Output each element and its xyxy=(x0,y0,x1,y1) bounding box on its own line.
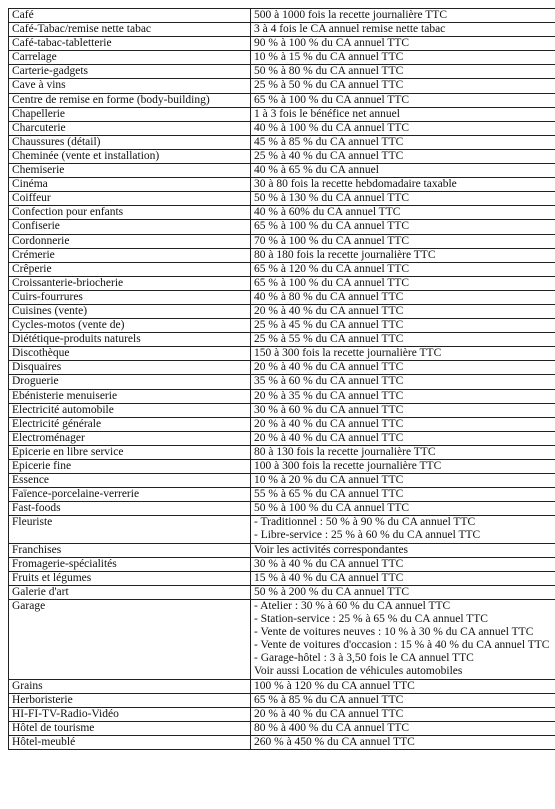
valuation-line: 40 % à 100 % du CA annuel TTC xyxy=(254,121,410,134)
table-row xyxy=(9,234,555,248)
activity-cell: Chapellerie xyxy=(9,107,251,121)
activity-cell: Ebénisterie menuiserie xyxy=(9,389,251,403)
valuation-line: - Garage-hôtel : 3 à 3,50 fois le CA annuel TTC xyxy=(254,652,474,665)
valuation-cell xyxy=(251,707,555,721)
activity-cell: Disquaires xyxy=(9,361,251,375)
table-row xyxy=(9,460,555,474)
activity-cell: Café-tabac-tabletterie xyxy=(9,37,251,51)
valuation-cell xyxy=(251,9,555,23)
table-row xyxy=(9,543,555,557)
table-row xyxy=(9,290,555,304)
valuation-cell xyxy=(251,262,555,276)
activity-cell: Cave à vins xyxy=(9,79,251,93)
valuation-cell xyxy=(251,178,555,192)
valuation-line: 80 % à 400 % du CA annuel TTC xyxy=(254,721,410,734)
activity-cell: Diététique-produits naturels xyxy=(9,333,251,347)
valuation-line: 65 % à 100 % du CA annuel TTC xyxy=(254,220,410,233)
valuation-cell xyxy=(251,319,555,333)
valuation-cell xyxy=(251,543,555,557)
valuation-cell xyxy=(251,599,555,679)
valuation-line: - Atelier : 30 % à 60 % du CA annuel TTC xyxy=(254,599,451,612)
valuation-cell xyxy=(251,276,555,290)
table-row xyxy=(9,79,555,93)
valuation-cell xyxy=(251,135,555,149)
valuation-line: 40 % à 65 % du CA annuel xyxy=(254,164,379,177)
valuation-cell xyxy=(251,304,555,318)
valuation-line: 25 % à 40 % du CA annuel TTC xyxy=(254,149,404,162)
valuation-line: 65 % à 85 % du CA annuel TTC xyxy=(254,693,404,706)
activity-cell: Confection pour enfants xyxy=(9,206,251,220)
valuation-cell xyxy=(251,107,555,121)
valuation-line: 65 % à 100 % du CA annuel TTC xyxy=(254,276,410,289)
valuation-line: 20 % à 40 % du CA annuel TTC xyxy=(254,431,404,444)
activity-cell: Essence xyxy=(9,474,251,488)
activity-cell: Galerie d'art xyxy=(9,585,251,599)
valuation-cell xyxy=(251,192,555,206)
table-row xyxy=(9,707,555,721)
activity-cell: Centre de remise en forme (body-building) xyxy=(9,93,251,107)
table-row xyxy=(9,735,555,749)
valuation-line: 260 % à 450 % du CA annuel TTC xyxy=(254,735,415,748)
table-row xyxy=(9,502,555,516)
table-row xyxy=(9,248,555,262)
valuation-cell xyxy=(251,234,555,248)
activity-cell: Crêperie xyxy=(9,262,251,276)
table-row xyxy=(9,149,555,163)
activity-cell: Epicerie fine xyxy=(9,460,251,474)
table-row xyxy=(9,9,555,23)
valuation-line: 50 % à 100 % du CA annuel TTC xyxy=(254,502,410,515)
table-row xyxy=(9,178,555,192)
table-row xyxy=(9,51,555,65)
table-row xyxy=(9,262,555,276)
valuation-line: 55 % à 65 % du CA annuel TTC xyxy=(254,488,404,501)
valuation-cell xyxy=(251,557,555,571)
valuation-cell xyxy=(251,721,555,735)
table-row xyxy=(9,445,555,459)
valuation-line: 90 % à 100 % du CA annuel TTC xyxy=(254,37,410,50)
valuation-cell xyxy=(251,735,555,749)
table-body xyxy=(9,9,555,750)
activity-cell: Electricité générale xyxy=(9,417,251,431)
valuation-line: - Traditionnel : 50 % à 90 % du CA annuel TTC xyxy=(254,516,476,529)
valuation-cell xyxy=(251,693,555,707)
valuation-line: 10 % à 15 % du CA annuel TTC xyxy=(254,51,404,64)
valuation-cell xyxy=(251,679,555,693)
table-row xyxy=(9,319,555,333)
activity-cell: Cheminée (vente et installation) xyxy=(9,149,251,163)
valuation-cell xyxy=(251,403,555,417)
valuation-cell xyxy=(251,206,555,220)
valuation-cell xyxy=(251,37,555,51)
valuation-line: 45 % à 85 % du CA annuel TTC xyxy=(254,135,404,148)
valuation-cell xyxy=(251,121,555,135)
activity-cell: Chaussures (détail) xyxy=(9,135,251,149)
valuation-cell xyxy=(251,375,555,389)
activity-cell: Cinéma xyxy=(9,178,251,192)
table-row xyxy=(9,347,555,361)
valuation-line: 20 % à 40 % du CA annuel TTC xyxy=(254,304,404,317)
valuation-cell xyxy=(251,220,555,234)
activity-cell: Carrelage xyxy=(9,51,251,65)
table-row xyxy=(9,304,555,318)
valuation-line: 35 % à 60 % du CA annuel TTC xyxy=(254,375,404,388)
table-row xyxy=(9,65,555,79)
valuation-line: 15 % à 40 % du CA annuel TTC xyxy=(254,571,404,584)
table-row xyxy=(9,585,555,599)
activity-cell: Café-Tabac/remise nette tabac xyxy=(9,23,251,37)
document-page xyxy=(8,8,548,750)
valuation-line: 20 % à 40 % du CA annuel TTC xyxy=(254,417,404,430)
activity-cell: Electricité automobile xyxy=(9,403,251,417)
valuation-line: 40 % à 80 % du CA annuel TTC xyxy=(254,290,404,303)
valuation-cell xyxy=(251,445,555,459)
valuation-line: Voir aussi Location de véhicules automobiles xyxy=(254,665,463,678)
table-row xyxy=(9,599,555,679)
valuation-line: - Vente de voitures neuves : 10 % à 30 % du CA annuel TTC xyxy=(254,626,534,639)
valuation-line: 25 % à 45 % du CA annuel TTC xyxy=(254,319,404,332)
valuation-line: Voir les activités correspondantes xyxy=(254,543,409,556)
activity-cell: Fruits et légumes xyxy=(9,571,251,585)
activity-cell: Fast-foods xyxy=(9,502,251,516)
valuation-cell xyxy=(251,460,555,474)
activity-cell: Café xyxy=(9,9,251,23)
valuation-line: 20 % à 35 % du CA annuel TTC xyxy=(254,389,404,402)
table-row xyxy=(9,135,555,149)
valuation-line: - Libre-service : 25 % à 60 % du CA annuel TTC xyxy=(254,529,481,542)
valuation-line: 25 % à 50 % du CA annuel TTC xyxy=(254,79,404,92)
table-row xyxy=(9,679,555,693)
valuation-line: 3 à 4 fois le CA annuel remise nette tabac xyxy=(254,23,446,36)
valuation-line: 1 à 3 fois le bénéfice net annuel xyxy=(254,107,400,120)
activity-cell: Hôtel-meublé xyxy=(9,735,251,749)
table-row xyxy=(9,403,555,417)
valuation-line: 10 % à 20 % du CA annuel TTC xyxy=(254,474,404,487)
valuation-cell xyxy=(251,333,555,347)
valuation-cell xyxy=(251,51,555,65)
table-row xyxy=(9,192,555,206)
valuation-line: 100 à 300 fois la recette journalière TTC xyxy=(254,460,442,472)
valuation-line: 50 % à 200 % du CA annuel TTC xyxy=(254,585,410,598)
valuation-line: 50 % à 80 % du CA annuel TTC xyxy=(254,65,404,78)
activity-cell: Cycles-motos (vente de) xyxy=(9,319,251,333)
activity-cell: Fromagerie-spécialités xyxy=(9,557,251,571)
table-row xyxy=(9,164,555,178)
valuation-cell xyxy=(251,389,555,403)
valuation-cell xyxy=(251,347,555,361)
activity-cell: Garage xyxy=(9,599,251,679)
valuation-line: 65 % à 120 % du CA annuel TTC xyxy=(254,262,410,275)
valuation-table xyxy=(8,8,555,750)
activity-cell: Crémerie xyxy=(9,248,251,262)
table-row xyxy=(9,516,555,543)
valuation-cell xyxy=(251,488,555,502)
table-row xyxy=(9,474,555,488)
table-row xyxy=(9,107,555,121)
valuation-cell xyxy=(251,585,555,599)
activity-cell: Droguerie xyxy=(9,375,251,389)
valuation-cell xyxy=(251,23,555,37)
table-row xyxy=(9,571,555,585)
valuation-line: 40 % à 60% du CA annuel TTC xyxy=(254,206,401,219)
activity-cell: Epicerie en libre service xyxy=(9,445,251,459)
activity-cell: Confiserie xyxy=(9,220,251,234)
activity-cell: Herboristerie xyxy=(9,693,251,707)
valuation-cell xyxy=(251,474,555,488)
valuation-line: 500 à 1000 fois la recette journalière TTC xyxy=(254,9,447,21)
table-row xyxy=(9,93,555,107)
valuation-cell xyxy=(251,164,555,178)
activity-cell: HI-FI-TV-Radio-Vidéo xyxy=(9,707,251,721)
activity-cell: Carterie-gadgets xyxy=(9,65,251,79)
valuation-cell xyxy=(251,79,555,93)
activity-cell: Faïence-porcelaine-verrerie xyxy=(9,488,251,502)
activity-cell: Chemiserie xyxy=(9,164,251,178)
activity-cell: Charcuterie xyxy=(9,121,251,135)
valuation-line: 65 % à 100 % du CA annuel TTC xyxy=(254,93,410,106)
activity-cell: Cuisines (vente) xyxy=(9,304,251,318)
valuation-cell xyxy=(251,502,555,516)
table-row xyxy=(9,23,555,37)
table-row xyxy=(9,389,555,403)
table-row xyxy=(9,220,555,234)
valuation-cell xyxy=(251,417,555,431)
valuation-cell xyxy=(251,248,555,262)
activity-cell: Cuirs-fourrures xyxy=(9,290,251,304)
valuation-line: - Vente de voitures d'occasion : 15 % à 40 % du CA annuel TTC xyxy=(254,639,550,652)
table-row xyxy=(9,276,555,290)
valuation-cell xyxy=(251,65,555,79)
table-row xyxy=(9,206,555,220)
activity-cell: Grains xyxy=(9,679,251,693)
valuation-line: 50 % à 130 % du CA annuel TTC xyxy=(254,192,410,205)
table-row xyxy=(9,37,555,51)
activity-cell: Franchises xyxy=(9,543,251,557)
valuation-line: 70 % à 100 % du CA annuel TTC xyxy=(254,234,410,247)
activity-cell: Coiffeur xyxy=(9,192,251,206)
table-row xyxy=(9,121,555,135)
valuation-cell xyxy=(251,571,555,585)
valuation-line: 30 à 80 fois la recette hebdomadaire taxable xyxy=(254,178,457,191)
valuation-line: 80 à 130 fois la recette journalière TTC xyxy=(254,445,436,458)
activity-cell: Hôtel de tourisme xyxy=(9,721,251,735)
valuation-line: - Station-service : 25 % à 65 % du CA annuel TTC xyxy=(254,613,488,626)
activity-cell: Discothèque xyxy=(9,347,251,361)
valuation-cell xyxy=(251,290,555,304)
valuation-line: 100 % à 120 % du CA annuel TTC xyxy=(254,679,415,692)
valuation-line: 30 % à 60 % du CA annuel TTC xyxy=(254,403,404,416)
table-row xyxy=(9,417,555,431)
table-row xyxy=(9,557,555,571)
valuation-cell xyxy=(251,149,555,163)
valuation-line: 20 % à 40 % du CA annuel TTC xyxy=(254,707,404,720)
activity-cell: Fleuriste xyxy=(9,516,251,543)
valuation-cell xyxy=(251,93,555,107)
activity-cell: Electroménager xyxy=(9,431,251,445)
activity-cell: Croissanterie-briocherie xyxy=(9,276,251,290)
table-row xyxy=(9,431,555,445)
table-row xyxy=(9,488,555,502)
table-row xyxy=(9,361,555,375)
valuation-line: 20 % à 40 % du CA annuel TTC xyxy=(254,361,404,374)
valuation-line: 30 % à 40 % du CA annuel TTC xyxy=(254,557,404,570)
valuation-line: 80 à 180 fois la recette journalière TTC xyxy=(254,248,436,261)
valuation-cell xyxy=(251,431,555,445)
valuation-cell xyxy=(251,361,555,375)
table-row xyxy=(9,375,555,389)
activity-cell: Cordonnerie xyxy=(9,234,251,248)
valuation-cell xyxy=(251,516,555,543)
table-row xyxy=(9,721,555,735)
table-row xyxy=(9,333,555,347)
table-row xyxy=(9,693,555,707)
valuation-line: 150 à 300 fois la recette journalière TTC xyxy=(254,347,442,360)
valuation-line: 25 % à 55 % du CA annuel TTC xyxy=(254,333,404,346)
